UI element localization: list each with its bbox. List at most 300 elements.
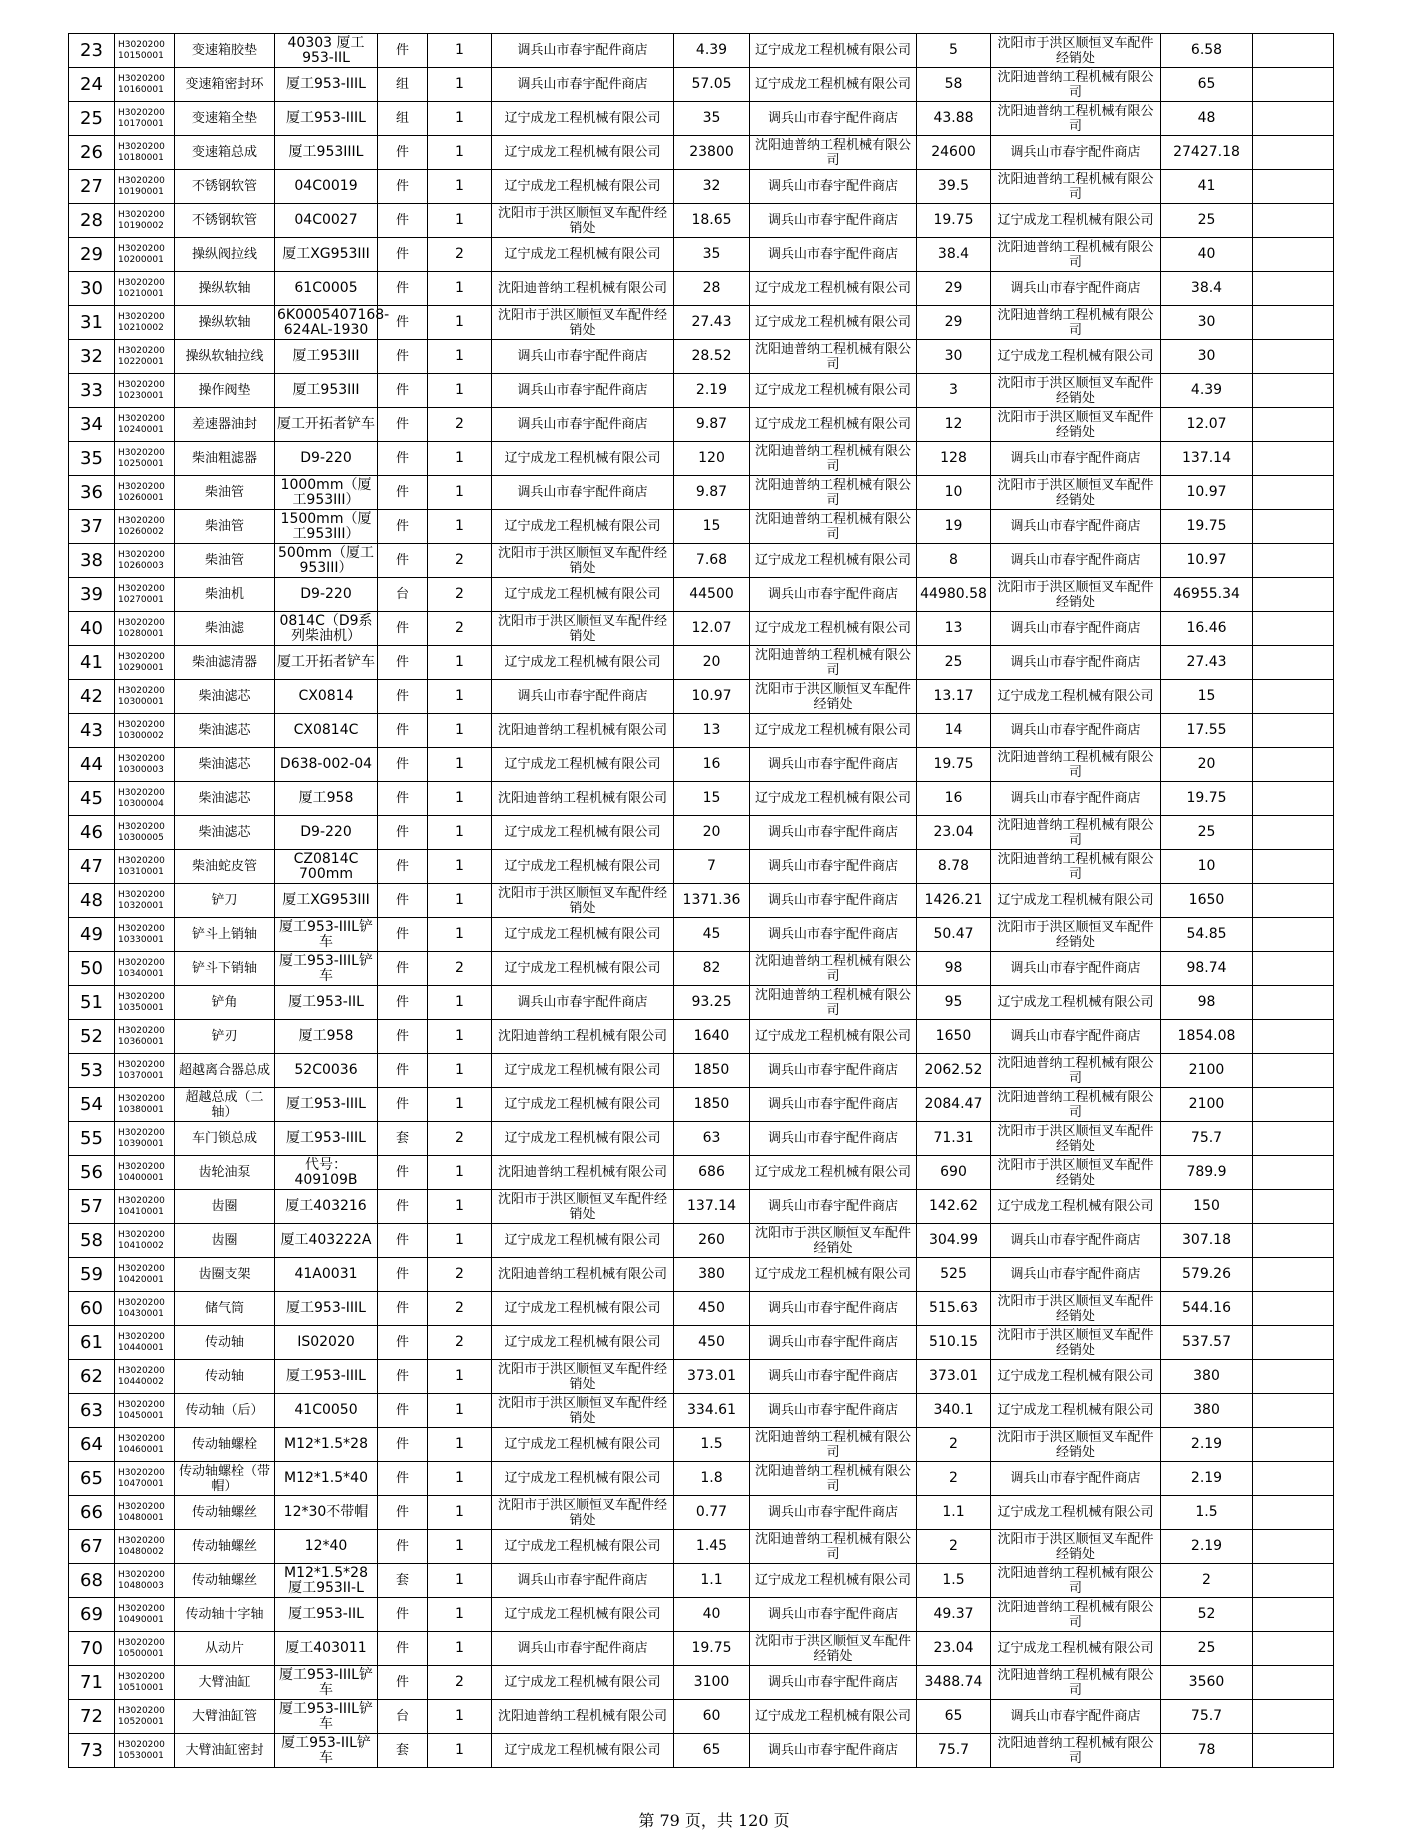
unit-cell: 件 bbox=[378, 1360, 428, 1394]
price-3-cell: 78 bbox=[1161, 1734, 1253, 1768]
supplier-1-cell: 调兵山市春宇配件商店 bbox=[492, 68, 674, 102]
table-row bbox=[69, 1496, 1334, 1530]
table-row bbox=[69, 476, 1334, 510]
material-code-cell: H3020200 10340001 bbox=[115, 952, 175, 986]
price-2-cell: 19.75 bbox=[917, 204, 991, 238]
price-2-cell: 58 bbox=[917, 68, 991, 102]
supplier-3-cell: 辽宁成龙工程机械有限公司 bbox=[991, 1394, 1161, 1428]
price-1-cell: 15 bbox=[674, 782, 750, 816]
spec-model-cell: 52C0036 bbox=[275, 1054, 378, 1088]
quantity-cell: 1 bbox=[428, 1564, 492, 1598]
supplier-2-cell: 沈阳迪普纳工程机械有限公司 bbox=[750, 1530, 917, 1564]
supplier-1-cell: 调兵山市春宇配件商店 bbox=[492, 476, 674, 510]
table-row bbox=[69, 1530, 1334, 1564]
page-footer: 第 79 页，共 120 页 bbox=[638, 1811, 790, 1830]
price-3-cell: 75.7 bbox=[1161, 1700, 1253, 1734]
price-2-cell: 43.88 bbox=[917, 102, 991, 136]
price-1-cell: 93.25 bbox=[674, 986, 750, 1020]
supplier-3-cell: 沈阳市于洪区顺恒叉车配件经销处 bbox=[991, 374, 1161, 408]
table-row bbox=[69, 680, 1334, 714]
price-3-cell: 137.14 bbox=[1161, 442, 1253, 476]
price-2-cell: 13.17 bbox=[917, 680, 991, 714]
remark-cell bbox=[1253, 374, 1334, 408]
row-number-cell: 34 bbox=[69, 408, 115, 442]
unit-cell: 件 bbox=[378, 1530, 428, 1564]
unit-cell: 件 bbox=[378, 1394, 428, 1428]
price-2-cell: 39.5 bbox=[917, 170, 991, 204]
price-3-cell: 10.97 bbox=[1161, 544, 1253, 578]
supplier-2-cell: 辽宁成龙工程机械有限公司 bbox=[750, 306, 917, 340]
row-number-cell: 72 bbox=[69, 1700, 115, 1734]
spec-model-cell: 41C0050 bbox=[275, 1394, 378, 1428]
table-row bbox=[69, 204, 1334, 238]
supplier-3-cell: 沈阳市于洪区顺恒叉车配件经销处 bbox=[991, 408, 1161, 442]
unit-cell: 件 bbox=[378, 136, 428, 170]
item-name-cell: 柴油管 bbox=[175, 476, 275, 510]
row-number-cell: 47 bbox=[69, 850, 115, 884]
spec-model-cell: 40303 厦工953-IIL bbox=[275, 34, 378, 68]
material-code-cell: H3020200 10500001 bbox=[115, 1632, 175, 1666]
table-row bbox=[69, 646, 1334, 680]
supplier-3-cell: 沈阳迪普纳工程机械有限公司 bbox=[991, 748, 1161, 782]
row-number-cell: 27 bbox=[69, 170, 115, 204]
supplier-2-cell: 辽宁成龙工程机械有限公司 bbox=[750, 612, 917, 646]
table-row bbox=[69, 34, 1334, 68]
table-row bbox=[69, 1394, 1334, 1428]
unit-cell: 件 bbox=[378, 714, 428, 748]
spec-model-cell: 厦工XG953III bbox=[275, 238, 378, 272]
price-3-cell: 2100 bbox=[1161, 1088, 1253, 1122]
price-1-cell: 450 bbox=[674, 1326, 750, 1360]
item-name-cell: 操纵阀拉线 bbox=[175, 238, 275, 272]
supplier-1-cell: 辽宁成龙工程机械有限公司 bbox=[492, 1326, 674, 1360]
supplier-1-cell: 辽宁成龙工程机械有限公司 bbox=[492, 918, 674, 952]
price-1-cell: 334.61 bbox=[674, 1394, 750, 1428]
item-name-cell: 传动轴十字轴 bbox=[175, 1598, 275, 1632]
price-1-cell: 1850 bbox=[674, 1088, 750, 1122]
material-code-cell: H3020200 10330001 bbox=[115, 918, 175, 952]
supplier-3-cell: 调兵山市春宇配件商店 bbox=[991, 1700, 1161, 1734]
item-name-cell: 变速箱密封环 bbox=[175, 68, 275, 102]
price-1-cell: 686 bbox=[674, 1156, 750, 1190]
table-row bbox=[69, 272, 1334, 306]
item-name-cell: 大臂油缸管 bbox=[175, 1700, 275, 1734]
price-2-cell: 23.04 bbox=[917, 1632, 991, 1666]
quantity-cell: 1 bbox=[428, 204, 492, 238]
table-row bbox=[69, 238, 1334, 272]
item-name-cell: 传动轴（后） bbox=[175, 1394, 275, 1428]
table-row bbox=[69, 1054, 1334, 1088]
supplier-2-cell: 辽宁成龙工程机械有限公司 bbox=[750, 408, 917, 442]
material-code-cell: H3020200 10220001 bbox=[115, 340, 175, 374]
quantity-cell: 1 bbox=[428, 714, 492, 748]
price-3-cell: 10.97 bbox=[1161, 476, 1253, 510]
price-1-cell: 35 bbox=[674, 238, 750, 272]
price-1-cell: 120 bbox=[674, 442, 750, 476]
price-3-cell: 579.26 bbox=[1161, 1258, 1253, 1292]
price-1-cell: 13 bbox=[674, 714, 750, 748]
table-row bbox=[69, 1700, 1334, 1734]
supplier-2-cell: 辽宁成龙工程机械有限公司 bbox=[750, 68, 917, 102]
quantity-cell: 1 bbox=[428, 68, 492, 102]
row-number-cell: 48 bbox=[69, 884, 115, 918]
spec-model-cell: 厦工403011 bbox=[275, 1632, 378, 1666]
material-code-cell: H3020200 10300001 bbox=[115, 680, 175, 714]
price-2-cell: 2062.52 bbox=[917, 1054, 991, 1088]
unit-cell: 件 bbox=[378, 1292, 428, 1326]
price-3-cell: 789.9 bbox=[1161, 1156, 1253, 1190]
quantity-cell: 1 bbox=[428, 1224, 492, 1258]
quantity-cell: 1 bbox=[428, 986, 492, 1020]
price-3-cell: 19.75 bbox=[1161, 510, 1253, 544]
supplier-3-cell: 辽宁成龙工程机械有限公司 bbox=[991, 1632, 1161, 1666]
supplier-3-cell: 沈阳迪普纳工程机械有限公司 bbox=[991, 306, 1161, 340]
price-3-cell: 2.19 bbox=[1161, 1428, 1253, 1462]
price-3-cell: 98.74 bbox=[1161, 952, 1253, 986]
quantity-cell: 2 bbox=[428, 1326, 492, 1360]
remark-cell bbox=[1253, 238, 1334, 272]
supplier-1-cell: 调兵山市春宇配件商店 bbox=[492, 34, 674, 68]
item-name-cell: 柴油滤芯 bbox=[175, 782, 275, 816]
table-row bbox=[69, 510, 1334, 544]
supplier-2-cell: 调兵山市春宇配件商店 bbox=[750, 1054, 917, 1088]
quantity-cell: 1 bbox=[428, 646, 492, 680]
remark-cell bbox=[1253, 884, 1334, 918]
unit-cell: 件 bbox=[378, 1496, 428, 1530]
supplier-3-cell: 沈阳迪普纳工程机械有限公司 bbox=[991, 1734, 1161, 1768]
remark-cell bbox=[1253, 1292, 1334, 1326]
row-number-cell: 41 bbox=[69, 646, 115, 680]
table-row bbox=[69, 1360, 1334, 1394]
material-code-cell: H3020200 10170001 bbox=[115, 102, 175, 136]
table-row bbox=[69, 136, 1334, 170]
spec-model-cell: 6K0005407168-624AL-1930 bbox=[275, 306, 378, 340]
remark-cell bbox=[1253, 544, 1334, 578]
supplier-2-cell: 调兵山市春宇配件商店 bbox=[750, 1394, 917, 1428]
supplier-3-cell: 沈阳市于洪区顺恒叉车配件经销处 bbox=[991, 1326, 1161, 1360]
material-code-cell: H3020200 10350001 bbox=[115, 986, 175, 1020]
supplier-2-cell: 辽宁成龙工程机械有限公司 bbox=[750, 544, 917, 578]
row-number-cell: 46 bbox=[69, 816, 115, 850]
remark-cell bbox=[1253, 136, 1334, 170]
quantity-cell: 2 bbox=[428, 1292, 492, 1326]
price-2-cell: 510.15 bbox=[917, 1326, 991, 1360]
quantity-cell: 1 bbox=[428, 782, 492, 816]
item-name-cell: 柴油滤清器 bbox=[175, 646, 275, 680]
supplier-3-cell: 沈阳迪普纳工程机械有限公司 bbox=[991, 1054, 1161, 1088]
row-number-cell: 63 bbox=[69, 1394, 115, 1428]
item-name-cell: 变速箱全垫 bbox=[175, 102, 275, 136]
price-1-cell: 65 bbox=[674, 1734, 750, 1768]
price-1-cell: 23800 bbox=[674, 136, 750, 170]
supplier-3-cell: 沈阳迪普纳工程机械有限公司 bbox=[991, 1598, 1161, 1632]
spec-model-cell: 1500mm（厦工953III） bbox=[275, 510, 378, 544]
price-2-cell: 30 bbox=[917, 340, 991, 374]
unit-cell: 件 bbox=[378, 442, 428, 476]
row-number-cell: 56 bbox=[69, 1156, 115, 1190]
supplier-3-cell: 调兵山市春宇配件商店 bbox=[991, 510, 1161, 544]
supplier-2-cell: 调兵山市春宇配件商店 bbox=[750, 1496, 917, 1530]
price-2-cell: 23.04 bbox=[917, 816, 991, 850]
supplier-1-cell: 辽宁成龙工程机械有限公司 bbox=[492, 170, 674, 204]
spec-model-cell: 12*40 bbox=[275, 1530, 378, 1564]
price-3-cell: 2 bbox=[1161, 1564, 1253, 1598]
supplier-2-cell: 辽宁成龙工程机械有限公司 bbox=[750, 1020, 917, 1054]
price-1-cell: 1371.36 bbox=[674, 884, 750, 918]
row-number-cell: 51 bbox=[69, 986, 115, 1020]
material-code-cell: H3020200 10310001 bbox=[115, 850, 175, 884]
unit-cell: 件 bbox=[378, 204, 428, 238]
price-1-cell: 260 bbox=[674, 1224, 750, 1258]
price-1-cell: 32 bbox=[674, 170, 750, 204]
spec-model-cell: 厦工开拓者铲车 bbox=[275, 408, 378, 442]
quantity-cell: 1 bbox=[428, 510, 492, 544]
supplier-1-cell: 辽宁成龙工程机械有限公司 bbox=[492, 1530, 674, 1564]
price-1-cell: 1.45 bbox=[674, 1530, 750, 1564]
unit-cell: 件 bbox=[378, 238, 428, 272]
price-1-cell: 450 bbox=[674, 1292, 750, 1326]
remark-cell bbox=[1253, 476, 1334, 510]
remark-cell bbox=[1253, 170, 1334, 204]
remark-cell bbox=[1253, 1224, 1334, 1258]
material-code-cell: H3020200 10210001 bbox=[115, 272, 175, 306]
price-3-cell: 48 bbox=[1161, 102, 1253, 136]
supplier-3-cell: 沈阳迪普纳工程机械有限公司 bbox=[991, 1666, 1161, 1700]
remark-cell bbox=[1253, 986, 1334, 1020]
unit-cell: 件 bbox=[378, 986, 428, 1020]
unit-cell: 套 bbox=[378, 1564, 428, 1598]
supplier-3-cell: 调兵山市春宇配件商店 bbox=[991, 1258, 1161, 1292]
supplier-2-cell: 调兵山市春宇配件商店 bbox=[750, 578, 917, 612]
material-code-cell: H3020200 10260003 bbox=[115, 544, 175, 578]
supplier-1-cell: 调兵山市春宇配件商店 bbox=[492, 374, 674, 408]
price-1-cell: 4.39 bbox=[674, 34, 750, 68]
supplier-3-cell: 辽宁成龙工程机械有限公司 bbox=[991, 986, 1161, 1020]
material-code-cell: H3020200 10300003 bbox=[115, 748, 175, 782]
row-number-cell: 53 bbox=[69, 1054, 115, 1088]
row-number-cell: 24 bbox=[69, 68, 115, 102]
remark-cell bbox=[1253, 442, 1334, 476]
price-3-cell: 6.58 bbox=[1161, 34, 1253, 68]
unit-cell: 台 bbox=[378, 578, 428, 612]
supplier-1-cell: 辽宁成龙工程机械有限公司 bbox=[492, 442, 674, 476]
price-1-cell: 82 bbox=[674, 952, 750, 986]
material-code-cell: H3020200 10400001 bbox=[115, 1156, 175, 1190]
spec-model-cell: 厦工953-IIIL bbox=[275, 102, 378, 136]
material-code-cell: H3020200 10530001 bbox=[115, 1734, 175, 1768]
price-2-cell: 71.31 bbox=[917, 1122, 991, 1156]
supplier-1-cell: 调兵山市春宇配件商店 bbox=[492, 1632, 674, 1666]
supplier-2-cell: 沈阳市于洪区顺恒叉车配件经销处 bbox=[750, 680, 917, 714]
material-code-cell: H3020200 10240001 bbox=[115, 408, 175, 442]
item-name-cell: 不锈钢软管 bbox=[175, 170, 275, 204]
price-2-cell: 373.01 bbox=[917, 1360, 991, 1394]
row-number-cell: 32 bbox=[69, 340, 115, 374]
item-name-cell: 操纵软轴拉线 bbox=[175, 340, 275, 374]
quantity-cell: 1 bbox=[428, 1088, 492, 1122]
supplier-2-cell: 辽宁成龙工程机械有限公司 bbox=[750, 1564, 917, 1598]
unit-cell: 件 bbox=[378, 1666, 428, 1700]
unit-cell: 件 bbox=[378, 850, 428, 884]
price-3-cell: 537.57 bbox=[1161, 1326, 1253, 1360]
remark-cell bbox=[1253, 816, 1334, 850]
supplier-3-cell: 沈阳迪普纳工程机械有限公司 bbox=[991, 816, 1161, 850]
price-1-cell: 373.01 bbox=[674, 1360, 750, 1394]
item-name-cell: 大臂油缸密封 bbox=[175, 1734, 275, 1768]
unit-cell: 件 bbox=[378, 1632, 428, 1666]
price-2-cell: 3488.74 bbox=[917, 1666, 991, 1700]
supplier-3-cell: 调兵山市春宇配件商店 bbox=[991, 1462, 1161, 1496]
price-1-cell: 1.8 bbox=[674, 1462, 750, 1496]
quantity-cell: 1 bbox=[428, 1496, 492, 1530]
supplier-1-cell: 辽宁成龙工程机械有限公司 bbox=[492, 748, 674, 782]
remark-cell bbox=[1253, 1666, 1334, 1700]
price-1-cell: 7.68 bbox=[674, 544, 750, 578]
remark-cell bbox=[1253, 306, 1334, 340]
remark-cell bbox=[1253, 1428, 1334, 1462]
quantity-cell: 1 bbox=[428, 136, 492, 170]
row-number-cell: 55 bbox=[69, 1122, 115, 1156]
row-number-cell: 23 bbox=[69, 34, 115, 68]
row-number-cell: 36 bbox=[69, 476, 115, 510]
remark-cell bbox=[1253, 272, 1334, 306]
supplier-3-cell: 辽宁成龙工程机械有限公司 bbox=[991, 1496, 1161, 1530]
item-name-cell: 齿圈支架 bbox=[175, 1258, 275, 1292]
supplier-2-cell: 调兵山市春宇配件商店 bbox=[750, 1598, 917, 1632]
spec-model-cell: M12*1.5*28 bbox=[275, 1428, 378, 1462]
material-code-cell: H3020200 10460001 bbox=[115, 1428, 175, 1462]
remark-cell bbox=[1253, 68, 1334, 102]
table-row bbox=[69, 1564, 1334, 1598]
supplier-3-cell: 沈阳迪普纳工程机械有限公司 bbox=[991, 238, 1161, 272]
unit-cell: 件 bbox=[378, 952, 428, 986]
supplier-1-cell: 调兵山市春宇配件商店 bbox=[492, 1564, 674, 1598]
remark-cell bbox=[1253, 850, 1334, 884]
remark-cell bbox=[1253, 680, 1334, 714]
material-code-cell: H3020200 10480003 bbox=[115, 1564, 175, 1598]
table-row bbox=[69, 408, 1334, 442]
quantity-cell: 1 bbox=[428, 816, 492, 850]
table-row bbox=[69, 1122, 1334, 1156]
supplier-1-cell: 沈阳迪普纳工程机械有限公司 bbox=[492, 1700, 674, 1734]
price-1-cell: 2.19 bbox=[674, 374, 750, 408]
price-3-cell: 41 bbox=[1161, 170, 1253, 204]
spec-model-cell: 厦工953-IIIL bbox=[275, 68, 378, 102]
spec-model-cell: 厦工953IIIL bbox=[275, 136, 378, 170]
supplier-2-cell: 沈阳迪普纳工程机械有限公司 bbox=[750, 1462, 917, 1496]
row-number-cell: 25 bbox=[69, 102, 115, 136]
unit-cell: 件 bbox=[378, 476, 428, 510]
spec-model-cell: 厦工953-IIIL铲车 bbox=[275, 952, 378, 986]
price-2-cell: 525 bbox=[917, 1258, 991, 1292]
price-1-cell: 35 bbox=[674, 102, 750, 136]
supplier-3-cell: 调兵山市春宇配件商店 bbox=[991, 442, 1161, 476]
supplier-1-cell: 辽宁成龙工程机械有限公司 bbox=[492, 1462, 674, 1496]
price-1-cell: 28.52 bbox=[674, 340, 750, 374]
price-3-cell: 40 bbox=[1161, 238, 1253, 272]
price-2-cell: 19.75 bbox=[917, 748, 991, 782]
unit-cell: 件 bbox=[378, 272, 428, 306]
item-name-cell: 柴油滤芯 bbox=[175, 816, 275, 850]
supplier-3-cell: 辽宁成龙工程机械有限公司 bbox=[991, 680, 1161, 714]
spec-model-cell: 厦工953-IIIL铲车 bbox=[275, 1666, 378, 1700]
row-number-cell: 31 bbox=[69, 306, 115, 340]
remark-cell bbox=[1253, 408, 1334, 442]
table-row bbox=[69, 306, 1334, 340]
material-code-cell: H3020200 10390001 bbox=[115, 1122, 175, 1156]
price-2-cell: 2 bbox=[917, 1530, 991, 1564]
item-name-cell: 传动轴螺丝 bbox=[175, 1530, 275, 1564]
material-code-cell: H3020200 10440001 bbox=[115, 1326, 175, 1360]
item-name-cell: 柴油管 bbox=[175, 510, 275, 544]
price-1-cell: 18.65 bbox=[674, 204, 750, 238]
row-number-cell: 45 bbox=[69, 782, 115, 816]
spec-model-cell: 厦工953-IIL bbox=[275, 1598, 378, 1632]
price-2-cell: 2 bbox=[917, 1428, 991, 1462]
supplier-3-cell: 沈阳市于洪区顺恒叉车配件经销处 bbox=[991, 1156, 1161, 1190]
quantity-cell: 1 bbox=[428, 1462, 492, 1496]
supplier-2-cell: 沈阳迪普纳工程机械有限公司 bbox=[750, 510, 917, 544]
supplier-2-cell: 辽宁成龙工程机械有限公司 bbox=[750, 374, 917, 408]
unit-cell: 件 bbox=[378, 612, 428, 646]
supplier-3-cell: 辽宁成龙工程机械有限公司 bbox=[991, 884, 1161, 918]
supplier-1-cell: 辽宁成龙工程机械有限公司 bbox=[492, 510, 674, 544]
remark-cell bbox=[1253, 1564, 1334, 1598]
supplier-1-cell: 沈阳市于洪区顺恒叉车配件经销处 bbox=[492, 1496, 674, 1530]
unit-cell: 件 bbox=[378, 782, 428, 816]
supplier-2-cell: 调兵山市春宇配件商店 bbox=[750, 1122, 917, 1156]
unit-cell: 件 bbox=[378, 340, 428, 374]
price-1-cell: 9.87 bbox=[674, 476, 750, 510]
supplier-2-cell: 沈阳市于洪区顺恒叉车配件经销处 bbox=[750, 1632, 917, 1666]
quantity-cell: 2 bbox=[428, 1122, 492, 1156]
price-3-cell: 65 bbox=[1161, 68, 1253, 102]
quantity-cell: 1 bbox=[428, 306, 492, 340]
supplier-1-cell: 辽宁成龙工程机械有限公司 bbox=[492, 1428, 674, 1462]
table-row bbox=[69, 612, 1334, 646]
item-name-cell: 传动轴螺栓 bbox=[175, 1428, 275, 1462]
price-3-cell: 380 bbox=[1161, 1394, 1253, 1428]
supplier-1-cell: 沈阳迪普纳工程机械有限公司 bbox=[492, 1020, 674, 1054]
quantity-cell: 1 bbox=[428, 1632, 492, 1666]
quantity-cell: 2 bbox=[428, 544, 492, 578]
supplier-2-cell: 沈阳迪普纳工程机械有限公司 bbox=[750, 646, 917, 680]
price-3-cell: 2.19 bbox=[1161, 1530, 1253, 1564]
spec-model-cell: 41A0031 bbox=[275, 1258, 378, 1292]
price-1-cell: 63 bbox=[674, 1122, 750, 1156]
supplier-2-cell: 调兵山市春宇配件商店 bbox=[750, 204, 917, 238]
price-2-cell: 13 bbox=[917, 612, 991, 646]
unit-cell: 件 bbox=[378, 510, 428, 544]
spec-model-cell: 厦工953-IIL bbox=[275, 986, 378, 1020]
item-name-cell: 柴油滤芯 bbox=[175, 714, 275, 748]
unit-cell: 件 bbox=[378, 884, 428, 918]
quantity-cell: 1 bbox=[428, 850, 492, 884]
material-code-cell: H3020200 10260002 bbox=[115, 510, 175, 544]
price-2-cell: 25 bbox=[917, 646, 991, 680]
supplier-2-cell: 沈阳迪普纳工程机械有限公司 bbox=[750, 476, 917, 510]
spec-model-cell: 厦工953-IIL铲车 bbox=[275, 1734, 378, 1768]
price-1-cell: 1640 bbox=[674, 1020, 750, 1054]
table-row bbox=[69, 1156, 1334, 1190]
remark-cell bbox=[1253, 1156, 1334, 1190]
remark-cell bbox=[1253, 1530, 1334, 1564]
remark-cell bbox=[1253, 578, 1334, 612]
supplier-3-cell: 调兵山市春宇配件商店 bbox=[991, 272, 1161, 306]
item-name-cell: 柴油滤芯 bbox=[175, 748, 275, 782]
row-number-cell: 65 bbox=[69, 1462, 115, 1496]
price-3-cell: 25 bbox=[1161, 816, 1253, 850]
